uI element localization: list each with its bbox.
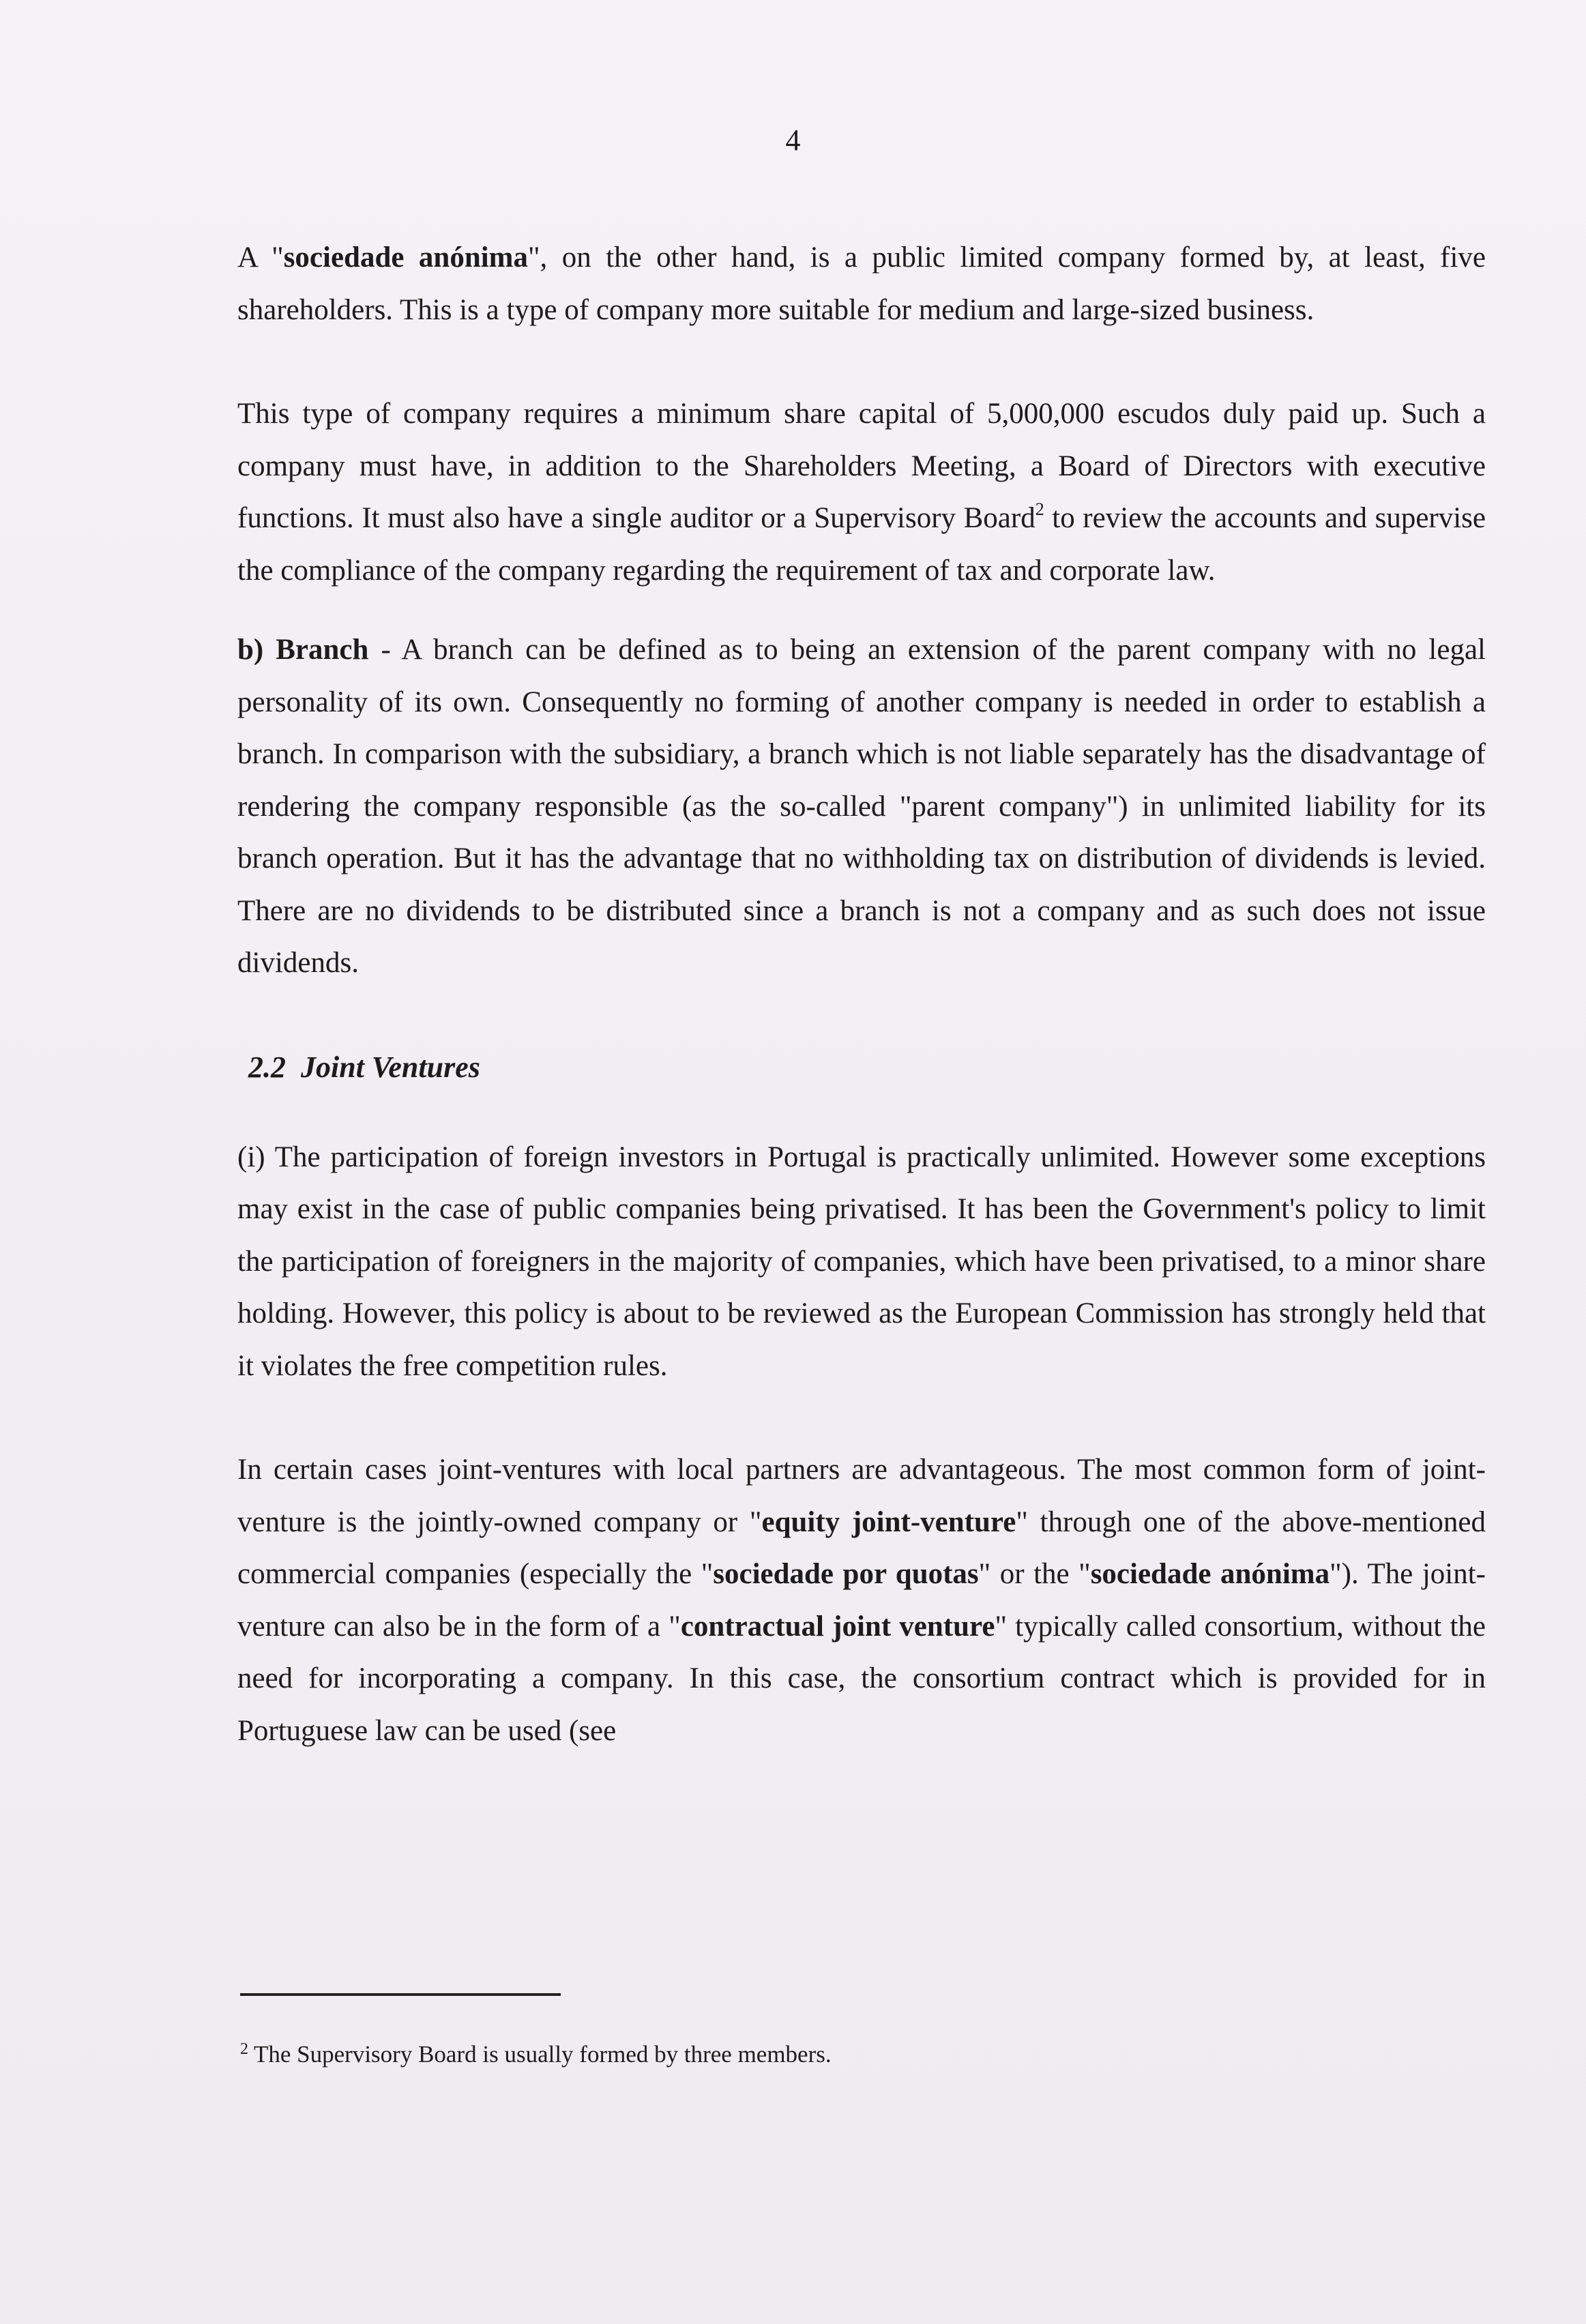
paragraph-branch	[237, 624, 1486, 990]
footnote	[240, 2040, 832, 2070]
p3-rest: - A branch can be defined as to being an extension of the parent company with no legal personality of its own. Consequently no forming of another company is needed in order to establish a branch. In comparison with the subsidiary, a branch which is not liable separately has the disadvantage of rendering the company responsible (as the so-called "parent company") in unlimited liability for its branch operation. But it has the advantage that no withholding tax on distribution of dividends is levied. There are no dividends to be distributed since a branch is not a company and as such does not issue dividends.	[237, 634, 1486, 979]
p5-bold-equity-jv: equity joint-venture	[761, 1505, 1016, 1538]
p5-text-3: " or the "	[978, 1558, 1091, 1590]
footnote-text: The Supervisory Board is usually formed by three members.	[254, 2041, 832, 2068]
footnote-divider	[240, 1993, 561, 1996]
section-title: Joint Ventures	[301, 1050, 480, 1084]
section-heading-joint-ventures	[248, 1042, 1486, 1093]
p1-lead: A "	[237, 241, 284, 274]
p5-bold-contractual-jv: contractual joint venture	[680, 1610, 995, 1643]
footnote-marker: 2	[240, 2040, 248, 2058]
paragraph-sociedade-anonima	[237, 232, 1486, 336]
page-number: 4	[785, 123, 801, 157]
p2-text-after: to review the accounts and supervise the compliance of the company regarding the requirement of tax and corporate law.	[237, 502, 1486, 587]
p5-text-5: " typically called consortium, without the need for incorporating a company. In this case, the consortium contract which is provided for in Portuguese law can be used (see	[237, 1610, 1486, 1747]
footnote-reference: 2	[1035, 499, 1044, 519]
p2-text-before: This type of company requires a minimum share capital of 5,000,000 escudos duly paid up. Such a company must have, in addition to the Shareholders Meeting, a Board of Directors with executive functions. It must also have a single auditor or a Supervisory Board	[237, 398, 1486, 534]
section-number: 2.2	[248, 1050, 286, 1084]
p5-text-4: "). The joint-venture can also be in the form of a "	[237, 1558, 1486, 1643]
p1-rest: ", on the other hand, is a public limited company formed by, at least, five shareholders. This is a type of company more suitable for medium and large-sized business.	[237, 241, 1486, 326]
p3-bold-lead: b) Branch	[237, 634, 369, 666]
p5-bold-anonima: sociedade anónima	[1090, 1558, 1330, 1590]
paragraph-foreign-investors: (i) The participation of foreign investors in Portugal is practically unlimited. However some exceptions may exist in the case of public companies being privatised. It has been the Government's policy to limit the participation of foreigners in the majority of companies, which have been privatised, to a minor share holding. However, this policy is about to be reviewed as the European Commission has strongly held that it violates the free competition rules.	[237, 1141, 1486, 1382]
p5-text-1: In certain cases joint-ventures with local partners are advantageous. The most common form of joint-venture is the jointly-owned company or "	[237, 1454, 1486, 1538]
p5-bold-por-quotas: sociedade por quotas	[713, 1558, 979, 1590]
paragraph-joint-venture-forms	[237, 1444, 1486, 1757]
body-text	[237, 232, 1486, 1809]
paragraph-share-capital	[237, 388, 1486, 597]
p1-bold-term: sociedade anónima	[283, 241, 528, 274]
p5-text-2: " through one of the above-mentioned commercial companies (especially the "	[237, 1505, 1486, 1590]
